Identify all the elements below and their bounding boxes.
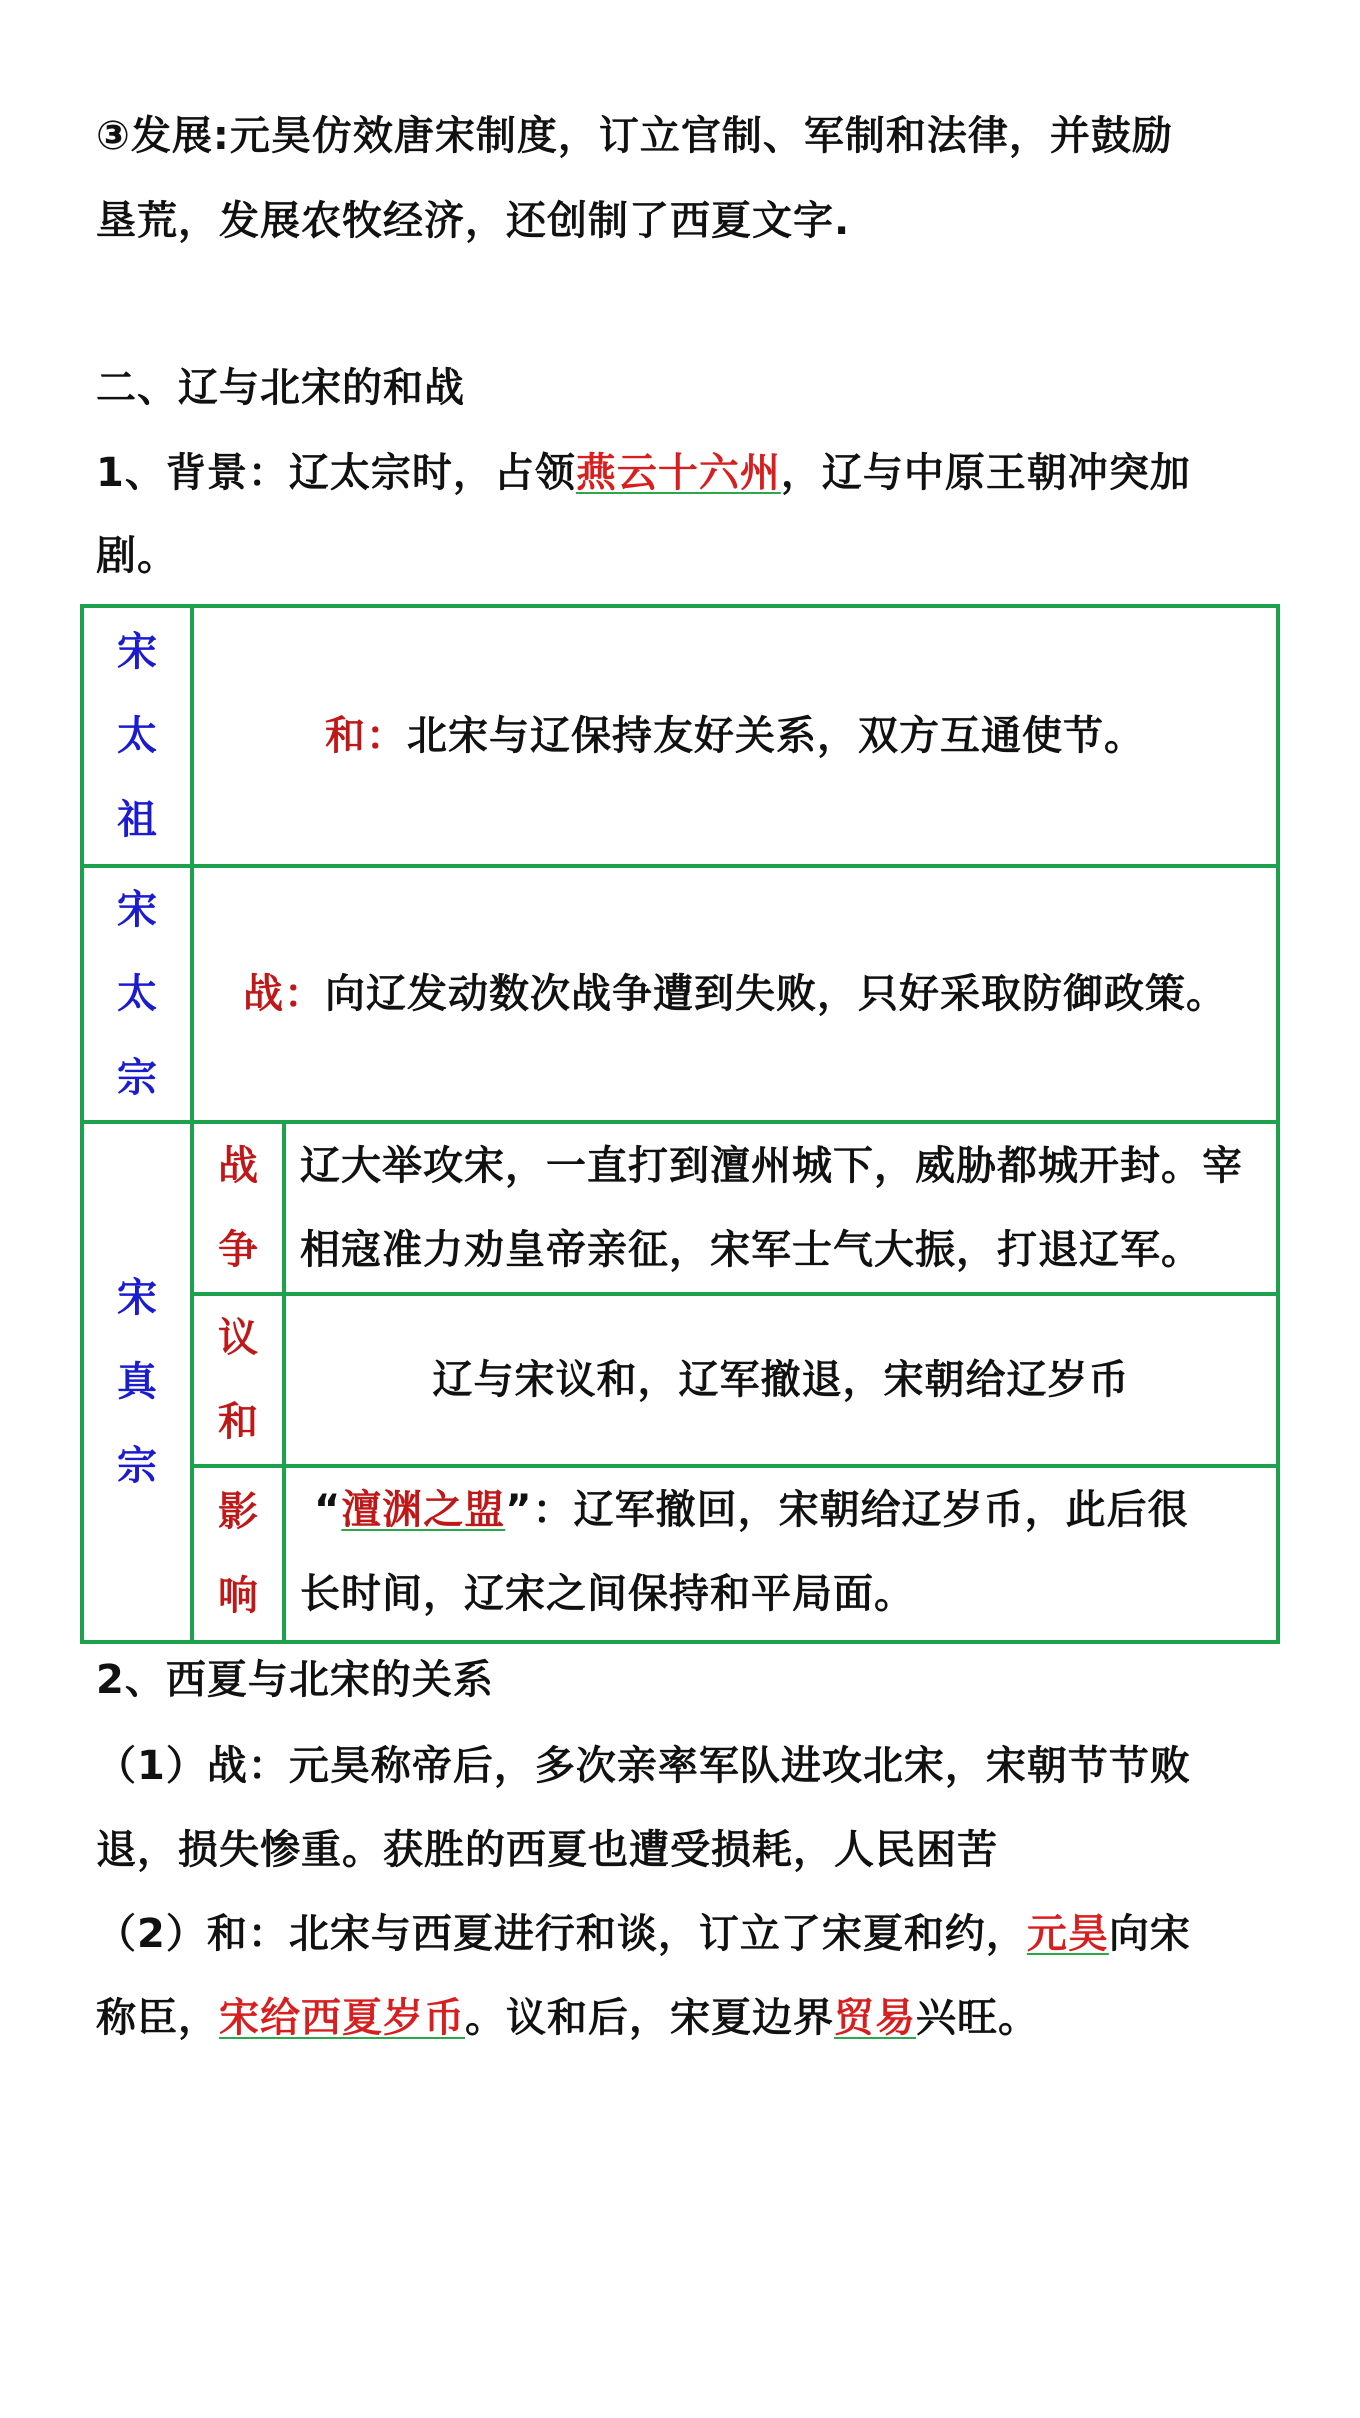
zhenzong-war-line-2: 相寇准力劝皇帝亲征，宋军士气大振，打退辽军。 (300, 1227, 1202, 1273)
xixia-war-line-1: （1）战：元昊称帝后，多次亲率军队进攻北宋，宋朝节节败 (96, 1743, 1191, 1789)
liao-song-table (80, 604, 1280, 1644)
zhenzong-impact-label: 影 响 (218, 1489, 258, 1619)
yuanhao-highlight: 元昊 (1026, 1911, 1109, 1957)
xixia-peace-line-1: （2）和：北宋与西夏进行和谈，订立了宋夏和约，元昊向宋 (96, 1911, 1191, 1957)
taizu-policy-label: 和： (325, 713, 407, 759)
background-line-1 (96, 447, 1191, 499)
taizu-policy-text: 北宋与辽保持友好关系，双方互通使节。 (407, 713, 1145, 759)
section-heading-xixia-song: 2、西夏与北宋的关系 (96, 1657, 494, 1703)
xixia-peace-line-2: 称臣，宋给西夏岁币。议和后，宋夏边界贸易兴旺。 (96, 1995, 1039, 2041)
intro-line-1: ③发展:元昊仿效唐宋制度，订立官制、军制和法律，并鼓励 (96, 113, 1173, 159)
zhenzong-impact-line-1: “澶渊之盟”：辽军撤回，宋朝给辽岁币，此后很 (314, 1487, 1189, 1533)
emperor-zhenzong: 宋 真 宗 (117, 1275, 157, 1489)
intro-line-2: 垦荒，发展农牧经济，还创制了西夏文字. (96, 198, 851, 244)
background-highlight: 燕云十六州 (575, 450, 781, 496)
chanyuan-treaty: 澶渊之盟 (341, 1487, 506, 1533)
taizong-policy-text: 向辽发动数次战争遭到失败，只好采取防御政策。 (325, 971, 1227, 1017)
xixia-war-line-2: 退，损失惨重。获胜的西夏也遭受损耗，人民困苦 (96, 1827, 998, 1873)
emperor-taizong: 宋 太 宗 (117, 887, 157, 1101)
zhenzong-peace-label: 议 和 (218, 1315, 258, 1445)
zhenzong-war-label: 战 争 (218, 1143, 258, 1273)
tribute-highlight: 宋给西夏岁币 (219, 1995, 465, 2041)
taizu-policy (194, 608, 1276, 864)
background-line-2: 剧。 (96, 533, 178, 579)
section-heading-liao-song: 二、辽与北宋的和战 (96, 365, 465, 411)
background-prefix: 1、背景：辽太宗时，占领 (96, 450, 576, 496)
trade-highlight: 贸易 (834, 1995, 916, 2041)
taizong-policy-label: 战： (243, 971, 325, 1017)
taizong-policy (194, 868, 1276, 1120)
background-suffix: ，辽与中原王朝冲突加 (780, 450, 1191, 496)
emperor-taizu: 宋 太 祖 (117, 629, 157, 843)
zhenzong-impact-line-2: 长时间，辽宋之间保持和平局面。 (300, 1571, 915, 1617)
zhenzong-peace-text: 辽与宋议和，辽军撤退，宋朝给辽岁币 (432, 1357, 1130, 1403)
zhenzong-war-line-1: 辽大举攻宋，一直打到澶州城下，威胁都城开封。宰 (300, 1143, 1243, 1189)
